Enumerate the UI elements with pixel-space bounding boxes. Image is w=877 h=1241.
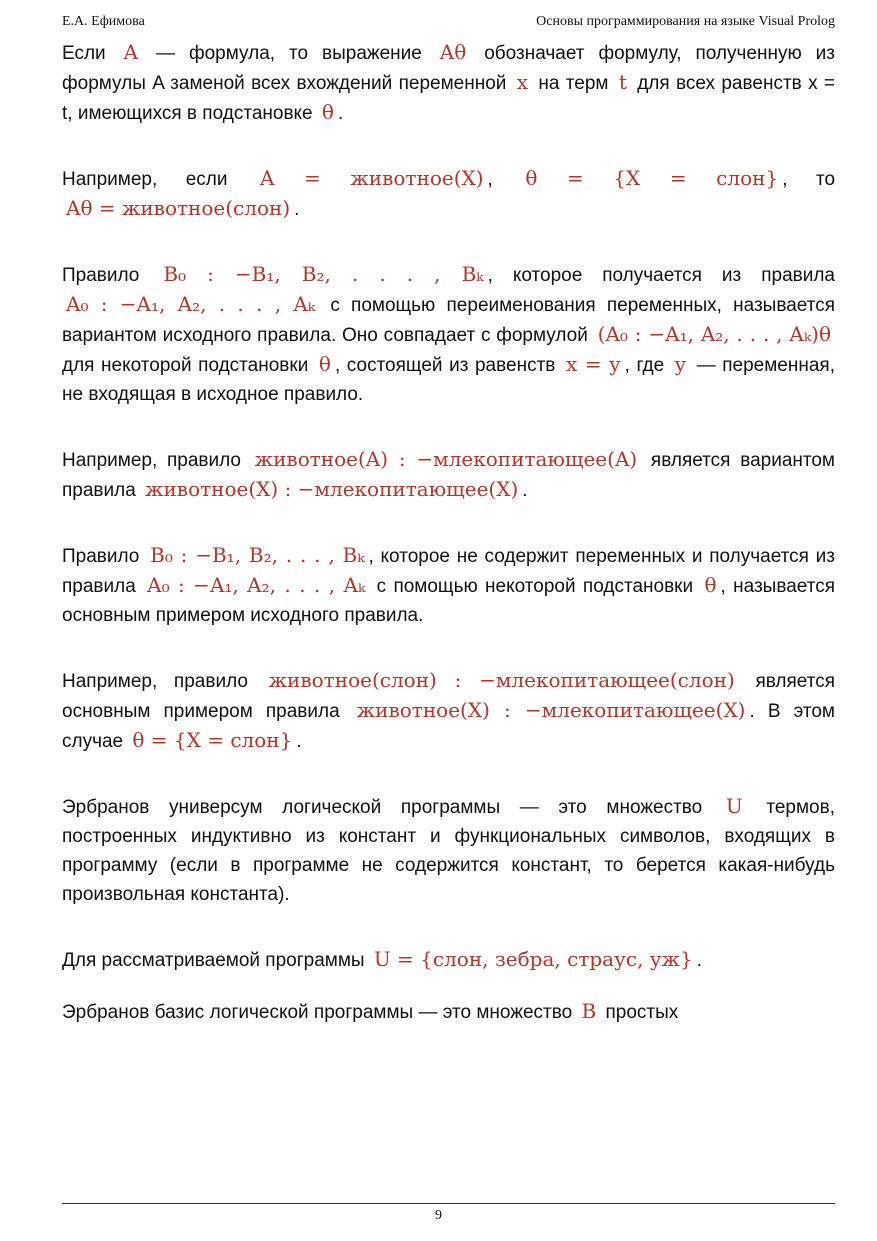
text: Для рассматриваемой программы <box>62 950 365 971</box>
text: , которое получается из правила <box>487 265 836 286</box>
paragraph-substitution-example <box>62 164 835 224</box>
paragraph-herbrand-universe <box>62 792 835 909</box>
formula: θ <box>704 573 717 597</box>
paragraph-herbrand-base <box>62 997 835 1027</box>
text: . В этом случае <box>62 701 835 752</box>
text: обозначает формулу, полученную из формулы A заменой всех вхождений переменной <box>62 43 835 94</box>
paragraph-substitution-definition <box>62 38 835 128</box>
text: Если <box>62 43 106 64</box>
formula: A₀ : −A₁, A₂, . . . , Aₖ <box>66 292 316 316</box>
text: . <box>522 480 528 501</box>
formula: B₀ : −B₁, B₂, . . . , Bₖ <box>150 543 365 567</box>
text: является вариантом правила <box>62 450 835 501</box>
text: Эрбранов универсум логической программы — это множество <box>62 797 703 818</box>
paragraph-variant-example <box>62 445 835 505</box>
paragraph-ground-instance-definition <box>62 541 835 630</box>
text: , <box>487 169 493 190</box>
formula: t <box>618 70 627 94</box>
text: — переменная, не входящая в исходное правило. <box>62 355 835 405</box>
text: с помощью некоторой подстановки <box>376 576 694 597</box>
text: . <box>696 950 702 971</box>
formula: животное(X) : −млекопитающее(X) <box>356 698 746 722</box>
formula: A <box>123 40 139 64</box>
formula: x = y <box>565 352 621 376</box>
footer-divider <box>62 1203 835 1204</box>
header-author: Е.А. Ефимова <box>62 14 145 29</box>
formula: U = {слон, зебра, страус, уж} <box>373 947 693 971</box>
text: Например, правило <box>62 671 248 692</box>
text: на терм <box>538 73 609 94</box>
text: Например, правило <box>62 450 241 471</box>
formula: y <box>674 352 687 376</box>
text: для некоторой подстановки <box>62 355 309 376</box>
header-title: Основы программирования на языке Visual Prolog <box>536 14 835 29</box>
text: Правило <box>62 546 140 567</box>
paragraph-herbrand-universe-example <box>62 945 835 975</box>
formula: животное(A) : −млекопитающее(A) <box>254 447 638 471</box>
paragraph-ground-instance-example <box>62 666 835 756</box>
formula: животное(X) : −млекопитающее(X) <box>145 477 519 501</box>
text: — формула, то выражение <box>156 43 422 64</box>
text: Правило <box>62 265 140 286</box>
page-body <box>62 38 835 1027</box>
text: термов, построенных индуктивно из констант и функциональных символов, входящих в программу (если в программе не содержится констант, то берется какая-нибудь произвольная константа). <box>62 797 835 905</box>
text: , состоящей из равенств <box>334 355 556 376</box>
text: простых <box>605 1002 679 1023</box>
text: , то <box>782 169 836 190</box>
text: . <box>294 199 300 220</box>
text: для всех равенств x = t, имеющихся в подстановке <box>62 73 836 124</box>
formula: θ <box>318 352 331 376</box>
formula: θ <box>321 100 334 124</box>
formula: A₀ : −A₁, A₂, . . . , Aₖ <box>147 573 366 597</box>
formula: B <box>581 999 597 1023</box>
text: , где <box>624 355 665 376</box>
text: , называется основным примером исходного правила. <box>62 576 835 626</box>
formula: A = животное(X) <box>260 166 484 190</box>
formula: θ = {X = слон} <box>525 166 779 190</box>
page-number: 9 <box>435 1208 442 1223</box>
formula: θ = {X = слон} <box>132 728 293 752</box>
text: . <box>337 103 344 124</box>
formula: животное(слон) : −млекопитающее(слон) <box>268 668 735 692</box>
formula: Aθ = животное(слон) <box>66 196 291 220</box>
text: . <box>296 731 302 752</box>
text: является основным примером правила <box>62 671 836 722</box>
paragraph-variant-definition <box>62 260 835 409</box>
formula: B₀ : −B₁, B₂, . . . , Bₖ <box>163 262 484 286</box>
text: Например, если <box>62 169 228 190</box>
formula: U <box>725 794 743 818</box>
text: , которое не содержит переменных и получается из правила <box>62 546 835 597</box>
page-header <box>62 14 835 34</box>
text: с помощью переименования переменных, называется вариантом исходного правила. Оно совпадает с формулой <box>62 295 835 346</box>
formula: (A₀ : −A₁, A₂, . . . , Aₖ)θ <box>597 322 831 346</box>
formula: x <box>516 70 529 94</box>
text: Эрбранов базис логической программы — это множество <box>62 1002 573 1023</box>
formula: Aθ <box>439 40 467 64</box>
